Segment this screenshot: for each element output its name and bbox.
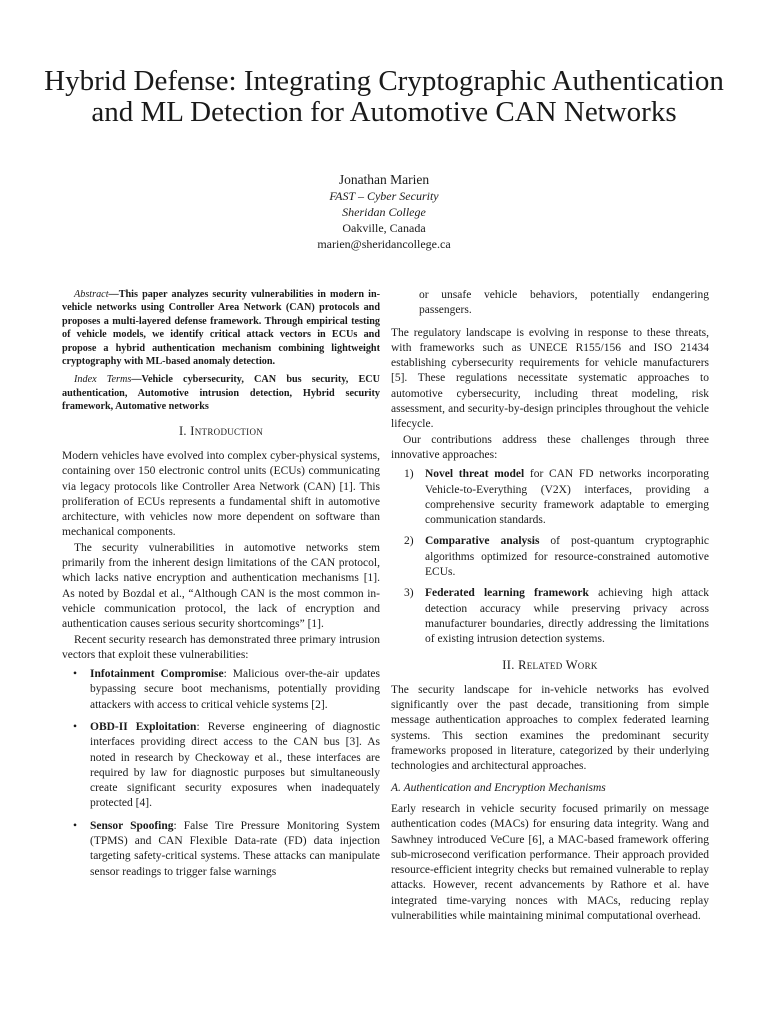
- index-terms-text: —Vehicle cybersecurity, CAN bus security, ECU authentication, Automotive intrusion detection, Hybrid security framework, Automative networks: [62, 374, 380, 413]
- contributions-intro: Our contributions address these challenges through three innovative approaches:: [391, 433, 709, 461]
- list-item-term: Infotainment Compromise: [90, 668, 224, 681]
- list-item-term: Comparative analysis: [425, 535, 540, 548]
- list-item: [391, 586, 709, 647]
- paper-title: Hybrid Defense: Integrating Cryptographic Authentication and ML Detection for Automotive CAN Networks: [44, 65, 724, 128]
- list-item-term: OBD-II Exploitation: [90, 721, 197, 733]
- section-heading-related-work: [391, 658, 709, 673]
- abstract-text: —This paper analyzes security vulnerabilities in modern in-vehicle networks using Controller Area Network (CAN) protocols and proposes a multi-layered defense framework. Through empirical testing of vehicle models, we identify critical attack vectors in ECUs and propose a hybrid authentication mechanism combining lightweight cryptography with ML-based anomaly detection.: [62, 289, 380, 368]
- list-item-number: 3): [404, 587, 414, 600]
- bullet-icon: •: [73, 819, 78, 832]
- index-terms-label: Index Terms: [74, 374, 132, 386]
- list-item-term: Federated learning framework: [425, 587, 589, 600]
- index-terms: [62, 373, 380, 413]
- section-title: Introduction: [190, 423, 264, 438]
- author-location: Oakville, Canada: [342, 221, 426, 235]
- list-item: [391, 534, 709, 580]
- author-affiliation-dept: FAST – Cyber Security: [329, 189, 439, 203]
- contributions-list: [391, 467, 709, 647]
- section-heading-introduction: [62, 424, 380, 439]
- list-item-text: for CAN FD networks incorporating Vehicle-to-Everything (V2X) interfaces, providing a comprehensive security framework adaptable to emerging communication standards.: [425, 468, 709, 527]
- list-item-number: 1): [404, 468, 414, 481]
- list-item: [62, 667, 380, 713]
- list-item-text: of post-quantum cryptographic algorithms optimized for resource-constrained automotive ECUs.: [425, 535, 709, 579]
- right-column: [391, 288, 709, 924]
- author-name: Jonathan Marien: [338, 172, 430, 187]
- list-item-text: : False Tire Pressure Monitoring System (TPMS) and CAN Flexible Data-rate (FD) data injection targeting safety-critical systems. These attacks can manipulate sensor readings to trigger false warnings: [90, 819, 380, 878]
- section-number: II.: [502, 657, 515, 672]
- intro-paragraph-2: The security vulnerabilities in automotive networks stem primarily from the inherent design limitations of the CAN protocol, which lacks native encryption and authentication mechanisms [1]. As noted by Bozdal et al., “Although CAN is the most common in-vehicle communication protocol, the lack of encryption and authentication causes serious security shortcomings” [1].: [62, 541, 380, 631]
- title-block: [40, 66, 728, 128]
- author-affiliation-institution: Sheridan College: [342, 205, 426, 219]
- author-email: marien@sheridancollege.ca: [317, 237, 451, 251]
- subsection-heading-authentication: A. Authentication and Encryption Mechanisms: [391, 781, 606, 794]
- bullet-icon: •: [73, 721, 78, 733]
- intro-paragraph-1: Modern vehicles have evolved into complex cyber-physical systems, containing over 150 electronic control units (ECUs) communicating via legacy protocols like Controller Area Network (CAN) [1]. This proliferation of ECUs represents a fundamental shift in automotive architecture, with vehicles now more dependent on software than mechanical components.: [62, 449, 380, 539]
- left-column: [62, 288, 380, 887]
- list-item: [391, 467, 709, 528]
- related-work-paragraph: The security landscape for in-vehicle networks has evolved significantly over the past decade, transitioning from simple message authentication approaches to complex federated learning systems. This section examines the predominant security frameworks proposed in literature, categorized by their underlying technologies and architectural approaches.: [391, 683, 709, 773]
- abstract: [62, 288, 380, 368]
- list-item-term: Novel threat model: [425, 468, 525, 481]
- list-item-text: : Malicious over-the-air updates bypassing secure boot mechanisms, potentially providing attackers with access to critical vehicle systems [2].: [90, 668, 381, 711]
- section-title: Related Work: [518, 657, 598, 672]
- regulatory-paragraph: The regulatory landscape is evolving in response to these threats, with frameworks such as UNECE R155/156 and ISO 21434 establishing cybersecurity requirements for vehicle manufacturers [5]. These regulations necessitate systematic approaches to automotive cybersecurity, including threat modeling, risk assessment, and security-by-design principles throughout the vehicle lifecycle.: [391, 326, 709, 431]
- intro-paragraph-3: Recent security research has demonstrated three primary intrusion vectors that exploit these vulnerabilities:: [62, 633, 380, 661]
- list-item: [62, 819, 380, 880]
- list-item: [62, 720, 380, 812]
- bullet-continuation: or unsafe vehicle behaviors, potentially endangering passengers.: [419, 289, 709, 317]
- list-item-term: Sensor Spoofing: [90, 819, 174, 832]
- abstract-label: Abstract: [74, 289, 109, 300]
- author-block: [184, 172, 584, 252]
- list-item-text: : Reverse engineering of diagnostic interfaces providing direct access to the CAN bus [3]. As noted in research by Checkoway et al., these interfaces are required by law for diagnostic purposes but simultaneously create significant security exposures when inadequately protected [4].: [90, 721, 380, 810]
- list-item-number: 2): [404, 535, 414, 548]
- bullet-icon: •: [73, 668, 78, 681]
- section-number: I.: [178, 423, 187, 438]
- authentication-paragraph: Early research in vehicle security focused primarily on message authentication codes (MACs) for ensuring data integrity. Wang and Sawhney introduced VeCure [6], a MAC-based framework offering sub-microsecond verification performance. Their approach provided resource-efficient integrity checks but remained vulnerable to replay attacks. However, recent advancements by Rathore et al. have integrated time-varying nonces with MACs, reducing replay vulnerabilities while maintaining minimal computational overhead.: [391, 802, 709, 922]
- intrusion-vectors-list: [62, 667, 380, 880]
- list-item-text: achieving high attack detection accuracy while preserving privacy across manufacturer boundaries, directly addressing the limitations of existing intrusion detection systems.: [425, 587, 709, 646]
